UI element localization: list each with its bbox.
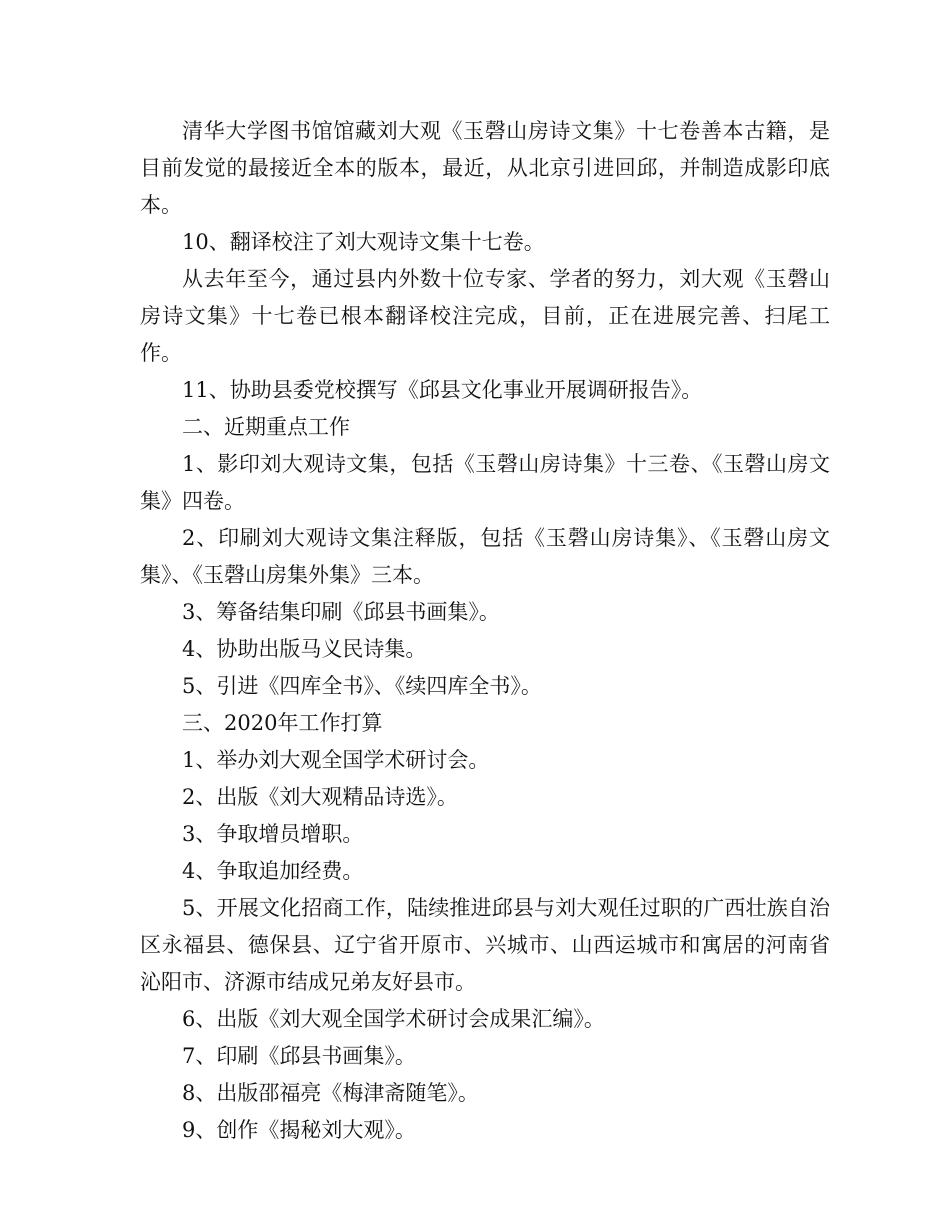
section-heading-2020-plan: 三、2020年工作打算 bbox=[182, 711, 383, 735]
paragraph-recent-3: 3、筹备结集印刷《邱县书画集》。 bbox=[182, 600, 500, 624]
paragraph-plan-9: 9、创作《揭秘刘大观》。 bbox=[182, 1118, 416, 1142]
paragraph-plan-7: 7、印刷《邱县书画集》。 bbox=[182, 1044, 416, 1068]
paragraph-recent-5: 5、引进《四库全书》、《续四库全书》。 bbox=[182, 674, 542, 698]
document-body bbox=[140, 113, 830, 1149]
section-heading-recent-work: 二、近期重点工作 bbox=[182, 415, 350, 439]
paragraph-plan-3: 3、争取增员增职。 bbox=[182, 822, 364, 846]
paragraph-library-collection: 清华大学图书馆馆藏刘大观《玉磬山房诗文集》十七卷善本古籍，是目前发觉的最接近全本的版本，最近，从北京引进回邱，并制造成影印底本。 bbox=[140, 119, 830, 217]
paragraph-item-10: 10、翻译校注了刘大观诗文集十七卷。 bbox=[182, 230, 545, 254]
paragraph-translation-progress: 从去年至今，通过县内外数十位专家、学者的努力，刘大观《玉磬山房诗文集》十七卷已根本翻译校注完成，目前，正在进展完善、扫尾工作。 bbox=[140, 267, 830, 365]
paragraph-plan-4: 4、争取追加经费。 bbox=[182, 859, 364, 883]
paragraph-plan-8: 8、出版邵福亮《梅津斋随笔》。 bbox=[182, 1081, 479, 1105]
paragraph-plan-1: 1、举办刘大观全国学术研讨会。 bbox=[182, 748, 490, 772]
paragraph-recent-2: 2、印刷刘大观诗文集注释版，包括《玉磬山房诗集》、《玉磬山房文集》、《玉磬山房集外集》三本。 bbox=[140, 526, 830, 587]
paragraph-item-11: 11、协助县委党校撰写《邱县文化事业开展调研报告》。 bbox=[182, 378, 703, 402]
paragraph-plan-2: 2、出版《刘大观精品诗选》。 bbox=[182, 785, 458, 809]
paragraph-plan-6: 6、出版《刘大观全国学术研讨会成果汇编》。 bbox=[182, 1007, 605, 1031]
paragraph-recent-1: 1、影印刘大观诗文集，包括《玉磬山房诗集》十三卷、《玉磬山房文集》四卷。 bbox=[140, 452, 830, 513]
paragraph-plan-5: 5、开展文化招商工作，陆续推进邱县与刘大观任过职的广西壮族自治区永福县、德保县、辽宁省开原市、兴城市、山西运城市和寓居的河南省沁阳市、济源市结成兄弟友好县市。 bbox=[140, 896, 830, 994]
paragraph-recent-4: 4、协助出版马义民诗集。 bbox=[182, 637, 427, 661]
